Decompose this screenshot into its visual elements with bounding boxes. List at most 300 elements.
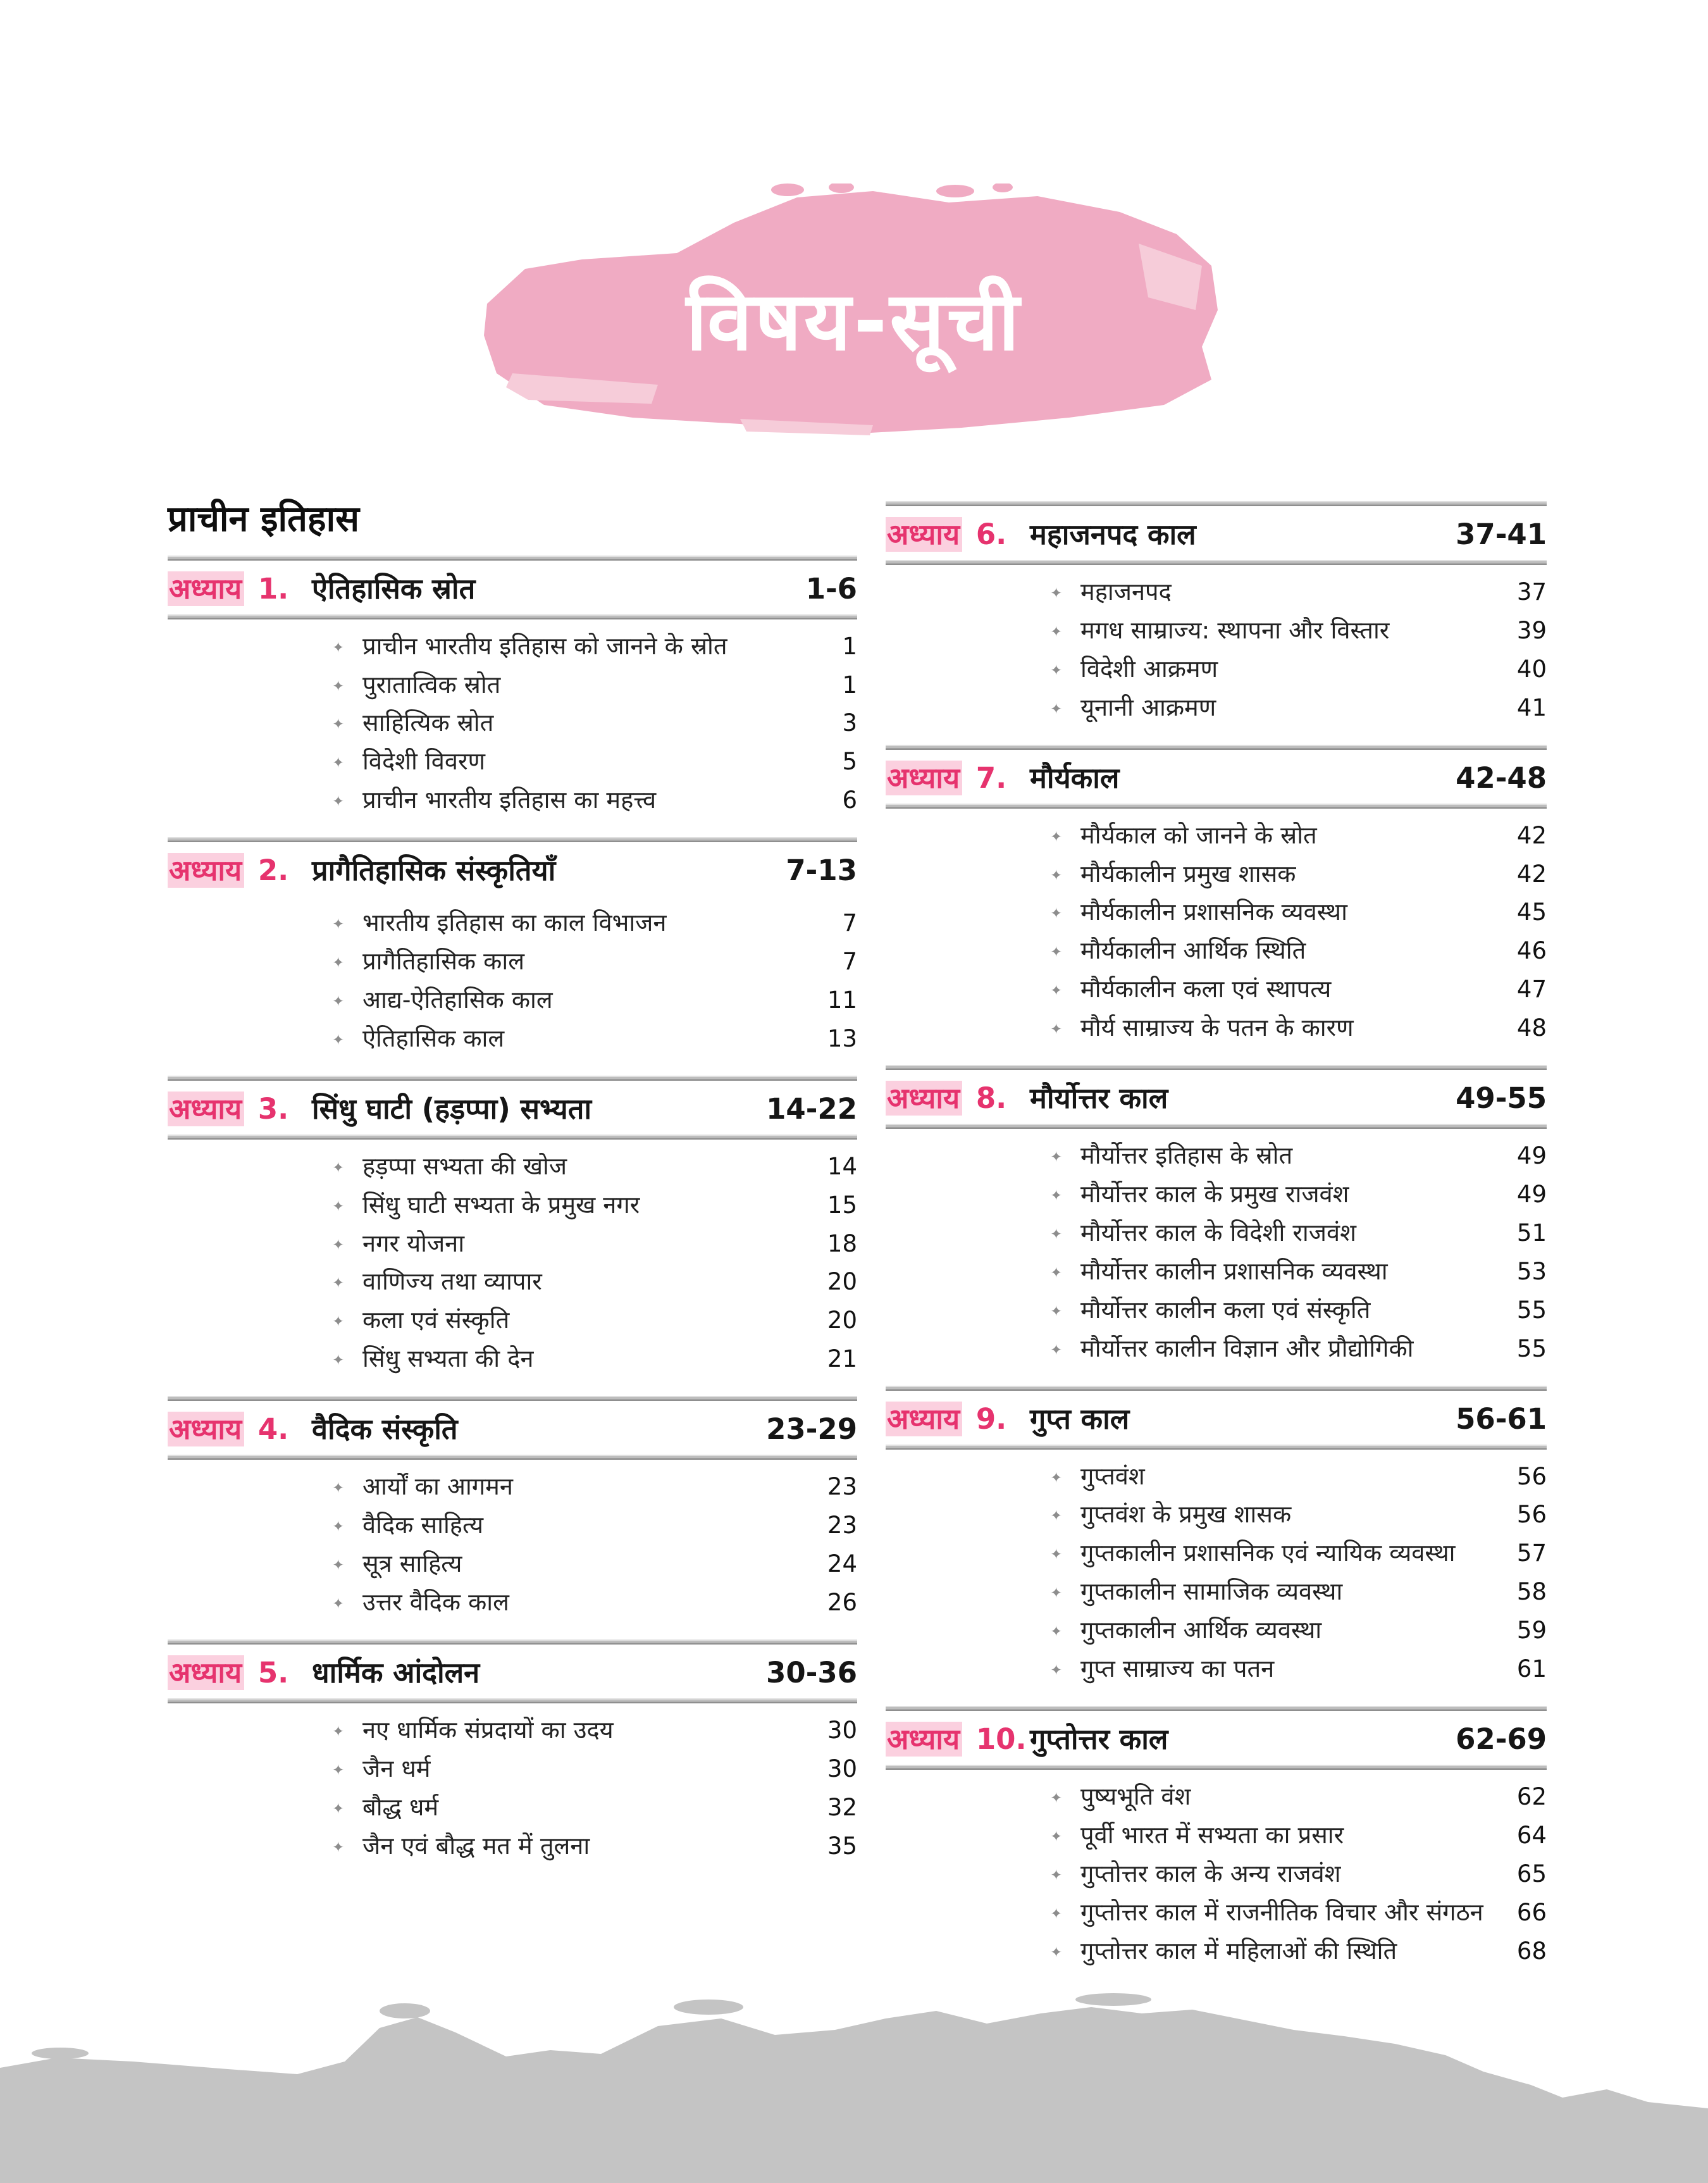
chapter-entry	[168, 1639, 857, 1872]
chapter-number: 1.	[248, 571, 289, 606]
toc-item	[168, 627, 857, 666]
chapter-rule-bottom	[168, 1135, 857, 1140]
item-bullet-icon: ✦	[1050, 1341, 1063, 1359]
item-page-number: 11	[827, 986, 857, 1014]
item-bullet-icon: ✦	[332, 716, 345, 733]
chapter-title: गुप्त काल	[1030, 1402, 1130, 1436]
chapter-label-word: अध्याय	[168, 853, 244, 888]
item-bullet-icon: ✦	[1050, 867, 1063, 884]
item-text: गुप्तोत्तर काल में राजनीतिक विचार और संगठन	[1080, 1898, 1483, 1926]
toc-items	[168, 896, 857, 1064]
item-text: प्राचीन भारतीय इतिहास का महत्त्व	[362, 786, 657, 814]
item-page-number: 41	[1516, 693, 1547, 721]
item-bullet-icon: ✦	[1050, 828, 1063, 845]
chapter-title: मौर्यकाल	[1030, 761, 1120, 795]
chapter-number: 9.	[966, 1402, 1007, 1436]
item-text: मौर्यकालीन प्रमुख शासक	[1080, 859, 1296, 888]
chapter-entry	[168, 556, 857, 826]
item-page-number: 55	[1516, 1334, 1547, 1362]
chapter-title: ऐतिहासिक स्रोत	[312, 571, 476, 606]
item-text: मौर्यकालीन आर्थिक स्थिति	[1080, 936, 1306, 965]
chapter-number: 5.	[248, 1655, 289, 1689]
chapter-rule-bottom	[886, 804, 1547, 809]
chapter-title: प्रागैतिहासिक संस्कृतियाँ	[312, 854, 556, 888]
chapter-label-word: अध्याय	[168, 1655, 244, 1690]
item-bullet-icon: ✦	[332, 1480, 345, 1497]
chapter-number: 10.	[966, 1722, 1027, 1756]
chapter-label-word: अध्याय	[168, 1092, 244, 1126]
item-page-number: 53	[1516, 1257, 1547, 1285]
item-page-number: 20	[827, 1268, 857, 1296]
chapter-rule-top	[168, 837, 857, 842]
chapter-header	[168, 842, 857, 896]
item-page-number: 48	[1516, 1014, 1547, 1042]
item-page-number: 49	[1516, 1180, 1547, 1208]
item-bullet-icon: ✦	[332, 1031, 345, 1048]
column-left	[168, 500, 857, 1871]
chapter-page-range: 30-36	[766, 1655, 857, 1689]
item-text: मगध साम्राज्य: स्थापना और विस्तार	[1080, 616, 1390, 644]
item-page-number: 23	[827, 1512, 857, 1539]
column-right	[886, 500, 1547, 1976]
item-bullet-icon: ✦	[1050, 1624, 1063, 1641]
item-bullet-icon: ✦	[1050, 662, 1063, 679]
item-page-number: 56	[1516, 1462, 1547, 1490]
toc-item	[886, 1650, 1547, 1688]
item-text: सिंधु घाटी सभ्यता के प्रमुख नगर	[362, 1190, 640, 1219]
item-bullet-icon: ✦	[1050, 1944, 1063, 1961]
chapter-title: मौर्योत्तर काल	[1030, 1081, 1168, 1116]
chapter-entry	[168, 1076, 857, 1384]
chapter-page-range: 23-29	[766, 1412, 857, 1446]
item-bullet-icon: ✦	[1050, 1585, 1063, 1602]
footer-brush-stroke	[0, 1993, 1708, 2183]
item-page-number: 13	[827, 1024, 857, 1052]
item-text: मौर्यकालीन कला एवं स्थापत्य	[1080, 975, 1332, 1004]
toc-item	[168, 1545, 857, 1583]
chapter-rule-bottom	[168, 1455, 857, 1460]
chapter-rule-top	[168, 1396, 857, 1401]
item-bullet-icon: ✦	[1050, 1662, 1063, 1679]
item-page-number: 6	[842, 787, 857, 814]
item-text: हड़प्पा सभ्यता की खोज	[362, 1152, 567, 1180]
item-text: पुष्यभूति वंश	[1080, 1782, 1191, 1810]
item-bullet-icon: ✦	[332, 639, 345, 656]
item-bullet-icon: ✦	[332, 1762, 345, 1779]
item-bullet-icon: ✦	[332, 1198, 345, 1215]
chapter-entry	[886, 501, 1547, 733]
chapter-page-range: 7-13	[786, 854, 857, 888]
chapter-label-word: अध्याय	[886, 517, 962, 552]
toc-item	[886, 1252, 1547, 1291]
chapter-label-word: अध्याय	[168, 571, 244, 606]
toc-item	[886, 931, 1547, 970]
chapter-label-word: अध्याय	[886, 1402, 962, 1436]
item-page-number: 7	[842, 948, 857, 976]
item-page-number: 35	[827, 1832, 857, 1860]
chapter-label	[886, 514, 1030, 553]
item-bullet-icon: ✦	[1050, 905, 1063, 923]
item-page-number: 5	[842, 748, 857, 776]
item-bullet-icon: ✦	[332, 755, 345, 772]
chapter-number: 3.	[248, 1092, 289, 1126]
chapter-header	[886, 1070, 1547, 1124]
item-page-number: 65	[1516, 1860, 1547, 1888]
item-bullet-icon: ✦	[1050, 1303, 1063, 1320]
chapter-header	[886, 1391, 1547, 1445]
item-text: नए धार्मिक संप्रदायों का उदय	[362, 1715, 614, 1744]
item-page-number: 55	[1516, 1296, 1547, 1324]
item-bullet-icon: ✦	[332, 1352, 345, 1369]
item-page-number: 3	[842, 709, 857, 737]
chapter-rule-top	[168, 1076, 857, 1081]
chapter-header	[168, 1081, 857, 1135]
toc-item	[168, 981, 857, 1019]
chapter-title: वैदिक संस्कृति	[312, 1412, 458, 1446]
toc-item	[886, 970, 1547, 1009]
chapter-entry	[886, 745, 1547, 1054]
chapter-rule-bottom	[168, 614, 857, 619]
chapter-title: धार्मिक आंदोलन	[312, 1655, 480, 1689]
toc-item	[886, 1214, 1547, 1252]
item-text: मौर्योत्तर इतिहास के स्रोत	[1080, 1141, 1293, 1170]
item-page-number: 30	[827, 1716, 857, 1744]
item-page-number: 42	[1516, 821, 1547, 849]
item-bullet-icon: ✦	[1050, 1508, 1063, 1525]
item-text: प्राचीन भारतीय इतिहास को जानने के स्रोत	[362, 631, 727, 660]
toc-item	[168, 1827, 857, 1865]
toc-items	[886, 565, 1547, 733]
chapter-entry	[168, 1396, 857, 1628]
item-bullet-icon: ✦	[332, 1314, 345, 1331]
toc-item	[168, 1186, 857, 1224]
item-page-number: 49	[1516, 1142, 1547, 1170]
item-text: मौर्योत्तर कालीन प्रशासनिक व्यवस्था	[1080, 1257, 1388, 1285]
chapter-label	[886, 1719, 1030, 1758]
item-bullet-icon: ✦	[332, 1723, 345, 1740]
item-text: मौर्य साम्राज्य के पतन के कारण	[1080, 1014, 1354, 1042]
item-bullet-icon: ✦	[1050, 1789, 1063, 1807]
item-bullet-icon: ✦	[332, 1236, 345, 1253]
toc-item	[168, 1340, 857, 1378]
item-text: मौर्योत्तर काल के प्रमुख राजवंश	[1080, 1179, 1349, 1208]
chapter-rule-bottom	[886, 1124, 1547, 1129]
item-page-number: 32	[827, 1793, 857, 1821]
toc-item	[886, 1291, 1547, 1329]
chapter-label-word: अध्याय	[886, 761, 962, 795]
item-text: गुप्तवंश के प्रमुख शासक	[1080, 1500, 1292, 1529]
item-text: गुप्तकालीन सामाजिक व्यवस्था	[1080, 1577, 1343, 1606]
toc-item	[168, 666, 857, 704]
toc-item	[168, 1788, 857, 1827]
item-text: मौर्योत्तर कालीन विज्ञान और प्रौद्योगिकी	[1080, 1334, 1414, 1362]
toc-items	[886, 1770, 1547, 1977]
item-text: बौद्ध धर्म	[362, 1793, 439, 1821]
item-bullet-icon: ✦	[332, 678, 345, 695]
toc-item	[886, 1534, 1547, 1572]
toc-item	[886, 1855, 1547, 1893]
chapter-rule-top	[886, 1706, 1547, 1711]
chapter-label	[168, 1653, 312, 1691]
chapter-number: 2.	[248, 854, 289, 888]
item-text: यूनानी आक्रमण	[1080, 693, 1216, 721]
item-text: सूत्र साहित्य	[362, 1550, 462, 1577]
chapter-page-range: 14-22	[766, 1092, 857, 1126]
toc-content	[168, 500, 1547, 1976]
item-text: मौर्यकाल को जानने के स्रोत	[1080, 821, 1317, 849]
item-page-number: 15	[827, 1191, 857, 1219]
chapter-rule-top	[168, 556, 857, 561]
item-bullet-icon: ✦	[332, 993, 345, 1010]
item-text: गुप्तोत्तर काल में महिलाओं की स्थिति	[1080, 1936, 1397, 1965]
item-bullet-icon: ✦	[1050, 1264, 1063, 1281]
item-text: विदेशी विवरण	[362, 747, 486, 776]
item-page-number: 68	[1516, 1937, 1547, 1965]
toc-items	[168, 1703, 857, 1872]
item-bullet-icon: ✦	[1050, 1021, 1063, 1038]
item-page-number: 46	[1516, 937, 1547, 965]
item-text: पुरातात्विक स्रोत	[362, 670, 501, 699]
chapter-rule-bottom	[168, 1698, 857, 1703]
item-bullet-icon: ✦	[1050, 623, 1063, 640]
section-heading: प्राचीन इतिहास	[168, 499, 360, 540]
item-bullet-icon: ✦	[332, 1839, 345, 1856]
chapter-page-range: 42-48	[1456, 761, 1547, 795]
toc-item	[168, 781, 857, 819]
item-page-number: 7	[842, 909, 857, 937]
chapter-header	[886, 750, 1547, 804]
toc-items	[886, 809, 1547, 1054]
item-page-number: 45	[1516, 899, 1547, 926]
item-text: उत्तर वैदिक काल	[362, 1588, 509, 1616]
toc-item	[886, 1572, 1547, 1611]
item-text: मौर्यकालीन प्रशासनिक व्यवस्था	[1080, 898, 1347, 926]
toc-items	[168, 1140, 857, 1384]
item-bullet-icon: ✦	[1050, 1187, 1063, 1204]
item-bullet-icon: ✦	[332, 1800, 345, 1817]
item-text: कला एवं संस्कृति	[362, 1306, 510, 1334]
toc-items	[886, 1450, 1547, 1695]
chapter-label-word: अध्याय	[886, 1081, 962, 1116]
item-bullet-icon: ✦	[332, 1275, 345, 1292]
item-page-number: 40	[1516, 655, 1547, 683]
toc-item	[886, 1329, 1547, 1368]
chapter-number: 7.	[966, 761, 1007, 795]
item-page-number: 37	[1516, 578, 1547, 606]
chapter-rule-bottom	[886, 1765, 1547, 1770]
chapter-label	[168, 1089, 312, 1128]
item-bullet-icon: ✦	[332, 1519, 345, 1536]
toc-item	[886, 1136, 1547, 1175]
toc-item	[168, 1301, 857, 1340]
toc-item	[886, 1611, 1547, 1650]
item-text: आद्य-ऐतिहासिक काल	[362, 985, 553, 1014]
chapter-header	[168, 1645, 857, 1698]
chapter-number: 4.	[248, 1412, 289, 1446]
item-text: वैदिक साहित्य	[362, 1511, 484, 1539]
chapter-number: 6.	[966, 518, 1007, 551]
item-text: गुप्तोत्तर काल के अन्य राजवंश	[1080, 1859, 1341, 1888]
item-text: वाणिज्य तथा व्यापार	[362, 1267, 542, 1296]
item-text: साहित्यिक स्रोत	[362, 709, 494, 737]
toc-item	[168, 942, 857, 981]
item-page-number: 21	[827, 1345, 857, 1373]
toc-item	[886, 893, 1547, 931]
chapter-list-right	[886, 501, 1547, 1976]
chapter-page-range: 56-61	[1456, 1402, 1547, 1436]
toc-item	[886, 1009, 1547, 1047]
toc-item	[168, 1467, 857, 1506]
chapter-title: सिंधु घाटी (हड़प्पा) सभ्यता	[312, 1092, 592, 1126]
item-bullet-icon: ✦	[1050, 1469, 1063, 1486]
chapter-title: महाजनपद काल	[1030, 518, 1196, 551]
item-text: महाजनपद	[1080, 578, 1172, 606]
item-page-number: 47	[1516, 976, 1547, 1004]
item-text: गुप्त साम्राज्य का पतन	[1080, 1655, 1275, 1683]
item-bullet-icon: ✦	[332, 793, 345, 811]
item-bullet-icon: ✦	[332, 955, 345, 972]
item-text: पूर्वी भारत में सभ्यता का प्रसार	[1080, 1820, 1344, 1849]
chapter-label	[886, 1078, 1030, 1117]
chapter-label	[886, 758, 1030, 797]
item-page-number: 57	[1516, 1539, 1547, 1567]
footer-brush-graphic	[0, 1993, 1708, 2183]
item-page-number: 61	[1516, 1655, 1547, 1683]
item-bullet-icon: ✦	[1050, 944, 1063, 961]
item-page-number: 42	[1516, 860, 1547, 888]
toc-item	[886, 1777, 1547, 1816]
item-text: मौर्योत्तर कालीन कला एवं संस्कृति	[1080, 1295, 1371, 1324]
item-bullet-icon: ✦	[1050, 1546, 1063, 1564]
toc-item	[886, 573, 1547, 611]
item-text: गुप्तवंश	[1080, 1462, 1145, 1490]
chapter-label	[886, 1399, 1030, 1438]
toc-item	[886, 650, 1547, 688]
item-page-number: 56	[1516, 1501, 1547, 1529]
item-text: जैन धर्म	[362, 1754, 431, 1782]
item-bullet-icon: ✦	[1050, 585, 1063, 602]
item-text: आर्यों का आगमन	[362, 1472, 513, 1501]
item-page-number: 51	[1516, 1219, 1547, 1247]
item-page-number: 14	[827, 1152, 857, 1180]
chapter-page-range: 62-69	[1456, 1722, 1547, 1756]
chapter-rule-top	[886, 745, 1547, 750]
chapter-entry	[886, 1386, 1547, 1695]
toc-item	[886, 611, 1547, 650]
toc-item	[168, 904, 857, 942]
item-page-number: 64	[1516, 1821, 1547, 1849]
item-page-number: 20	[827, 1307, 857, 1334]
toc-item	[886, 1893, 1547, 1932]
toc-item	[168, 1583, 857, 1622]
item-bullet-icon: ✦	[1050, 1867, 1063, 1884]
item-text: ऐतिहासिक काल	[362, 1024, 505, 1052]
chapter-header	[886, 506, 1547, 560]
chapter-rule-top	[886, 501, 1547, 506]
chapter-header	[168, 561, 857, 614]
title-banner	[468, 183, 1240, 443]
toc-item	[886, 816, 1547, 855]
item-text: गुप्तकालीन आर्थिक व्यवस्था	[1080, 1616, 1322, 1645]
chapter-list-left	[168, 556, 857, 1872]
chapter-number: 8.	[966, 1081, 1007, 1116]
item-page-number: 30	[827, 1755, 857, 1782]
chapter-header	[886, 1711, 1547, 1765]
chapter-rule-bottom	[886, 1445, 1547, 1450]
item-bullet-icon: ✦	[332, 916, 345, 933]
chapter-rule-top	[886, 1065, 1547, 1070]
item-bullet-icon: ✦	[1050, 1149, 1063, 1166]
toc-item	[886, 1816, 1547, 1855]
item-text: भारतीय इतिहास का काल विभाजन	[362, 909, 667, 937]
item-text: विदेशी आक्रमण	[1080, 654, 1218, 683]
item-page-number: 59	[1516, 1617, 1547, 1645]
toc-item	[886, 855, 1547, 893]
toc-item	[168, 1147, 857, 1186]
chapter-label-word: अध्याय	[886, 1722, 962, 1757]
item-page-number: 24	[827, 1550, 857, 1577]
item-text: नगर योजना	[362, 1229, 465, 1257]
chapter-rule-top	[168, 1639, 857, 1645]
item-page-number: 62	[1516, 1782, 1547, 1810]
item-bullet-icon: ✦	[1050, 1226, 1063, 1243]
item-page-number: 26	[827, 1588, 857, 1616]
toc-item	[168, 704, 857, 742]
item-page-number: 1	[842, 632, 857, 660]
chapter-page-range: 37-41	[1456, 518, 1547, 551]
item-page-number: 1	[842, 671, 857, 699]
toc-item	[886, 1457, 1547, 1496]
item-page-number: 18	[827, 1229, 857, 1257]
item-text: प्रागैतिहासिक काल	[362, 947, 524, 976]
chapter-label	[168, 850, 312, 889]
item-page-number: 39	[1516, 616, 1547, 644]
chapter-label-word: अध्याय	[168, 1412, 244, 1446]
chapter-label	[168, 569, 312, 607]
item-text: जैन एवं बौद्ध मत में तुलना	[362, 1831, 590, 1860]
item-page-number: 66	[1516, 1898, 1547, 1926]
item-bullet-icon: ✦	[332, 1595, 345, 1612]
toc-item	[886, 688, 1547, 727]
chapter-header	[168, 1401, 857, 1455]
toc-item	[168, 1750, 857, 1788]
toc-item	[168, 1019, 857, 1058]
toc-item	[168, 742, 857, 781]
chapter-rule-bottom	[886, 560, 1547, 565]
chapter-label	[168, 1409, 312, 1448]
page-title: विषय-सूची	[686, 274, 1022, 369]
toc-item	[168, 1262, 857, 1301]
toc-item	[168, 1711, 857, 1750]
chapter-entry	[886, 1706, 1547, 1977]
item-bullet-icon: ✦	[332, 1159, 345, 1176]
chapter-entry	[168, 837, 857, 1064]
toc-item	[886, 1932, 1547, 1970]
chapter-page-range: 49-55	[1456, 1081, 1547, 1116]
toc-items	[168, 1460, 857, 1628]
toc-item	[886, 1175, 1547, 1214]
chapter-entry	[886, 1065, 1547, 1374]
chapter-page-range: 1-6	[805, 571, 857, 606]
toc-items	[168, 619, 857, 826]
item-text: गुप्तकालीन प्रशासनिक एवं न्यायिक व्यवस्था	[1080, 1539, 1456, 1567]
chapter-title: गुप्तोत्तर काल	[1030, 1722, 1168, 1756]
toc-item	[886, 1495, 1547, 1534]
item-bullet-icon: ✦	[1050, 983, 1063, 1000]
item-bullet-icon: ✦	[332, 1557, 345, 1574]
item-bullet-icon: ✦	[1050, 700, 1063, 718]
item-page-number: 23	[827, 1473, 857, 1501]
